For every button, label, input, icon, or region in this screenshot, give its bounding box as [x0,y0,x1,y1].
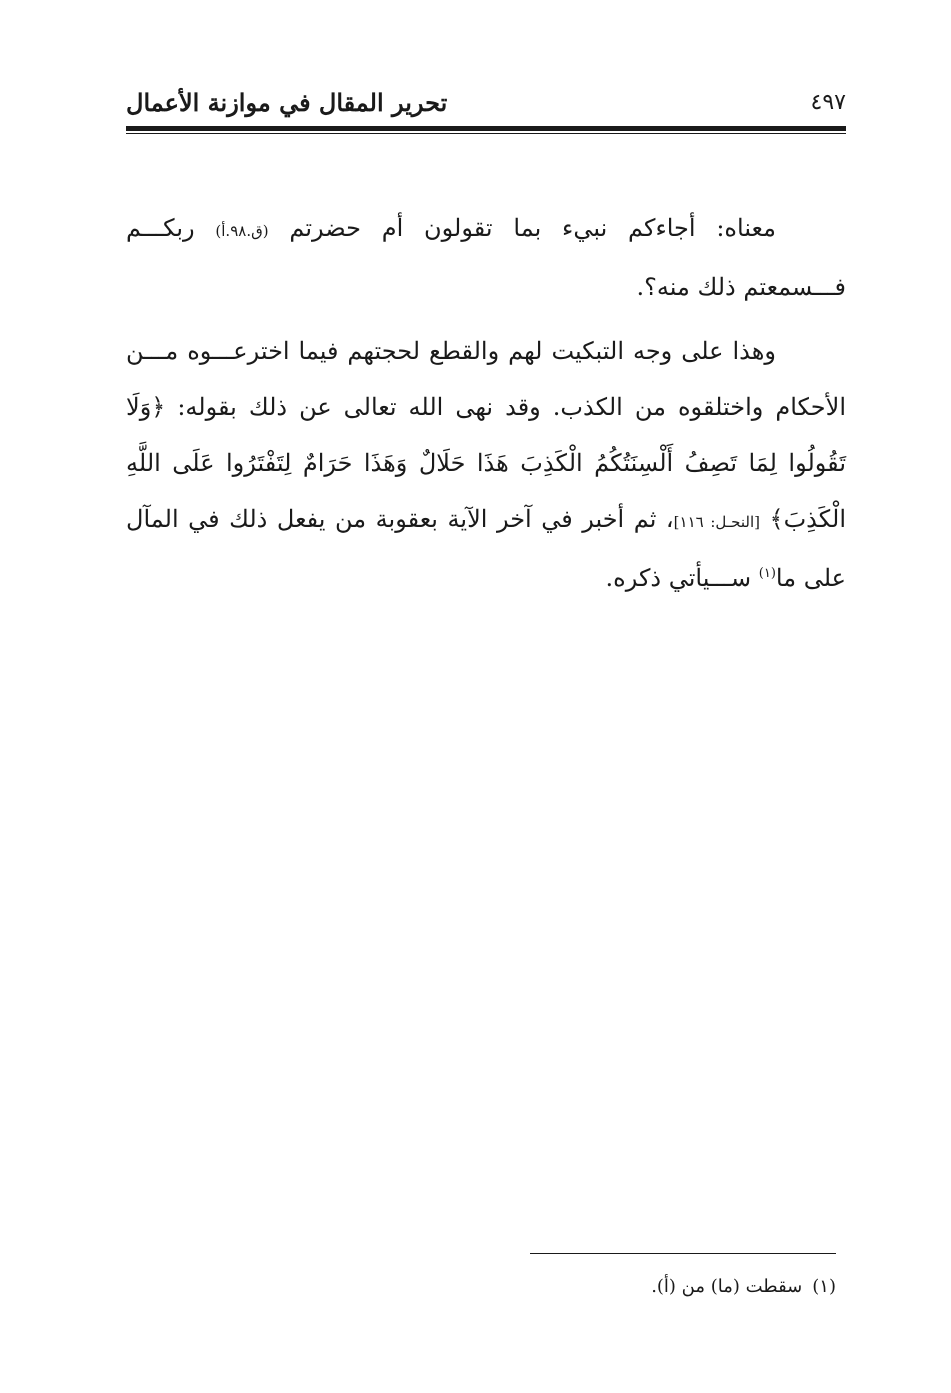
paragraph-2 [126,323,846,606]
paragraph-1 [126,200,846,315]
footnote-marker[interactable]: (١) [758,566,776,581]
main-text [126,200,846,614]
footnote-separator [530,1253,836,1254]
footnote-1 [500,1272,836,1302]
header-rule-thick [126,126,846,131]
paragraph-2-text-c: ســـيأتي ذكره. [605,564,759,592]
running-header [126,82,846,122]
book-title: تحرير المقال في موازنة الأعمال [126,88,448,117]
paragraph-1-text-b: ربكـــم فـــسمعتم ذلك منه؟. [126,214,846,301]
quran-ref: [النحـل: ١١٦] [673,513,760,531]
manuscript-ref: (ق.٩٨.أ) [215,222,269,240]
page-number: ٤٩٧ [810,90,846,115]
paragraph-1-text-a: معناه: أجاءكم نبيء بما تقولون أم حضرتم [268,214,776,242]
header-rule-thin [126,133,846,134]
footnote-text: سقطت (ما) من (أ). [651,1276,803,1297]
paragraph-2-text-a: وهذا على وجه التبكيت لهم والقطع لحجتهم فيما اخترعـــوه مـــن الأحكام واختلقوه من الكذب. وقد نهى الله تعالى عن ذلك بقوله: ﴿وَلَا تَقُولُوا لِمَا تَصِفُ أَلْسِنَتُكُمُ الْكَذِبَ هَذَا حَلَالٌ وَهَذَا حَرَامٌ لِتَفْتَرُوا عَلَى اللَّهِ الْكَذِبَ﴾ [126,337,847,533]
paragraph-2-text-b: ، ثم أخبر في آخر الآية بعقوبة من يفعل ذلك في المآل على ما [126,505,846,592]
footnote-number: (١) [812,1276,836,1297]
